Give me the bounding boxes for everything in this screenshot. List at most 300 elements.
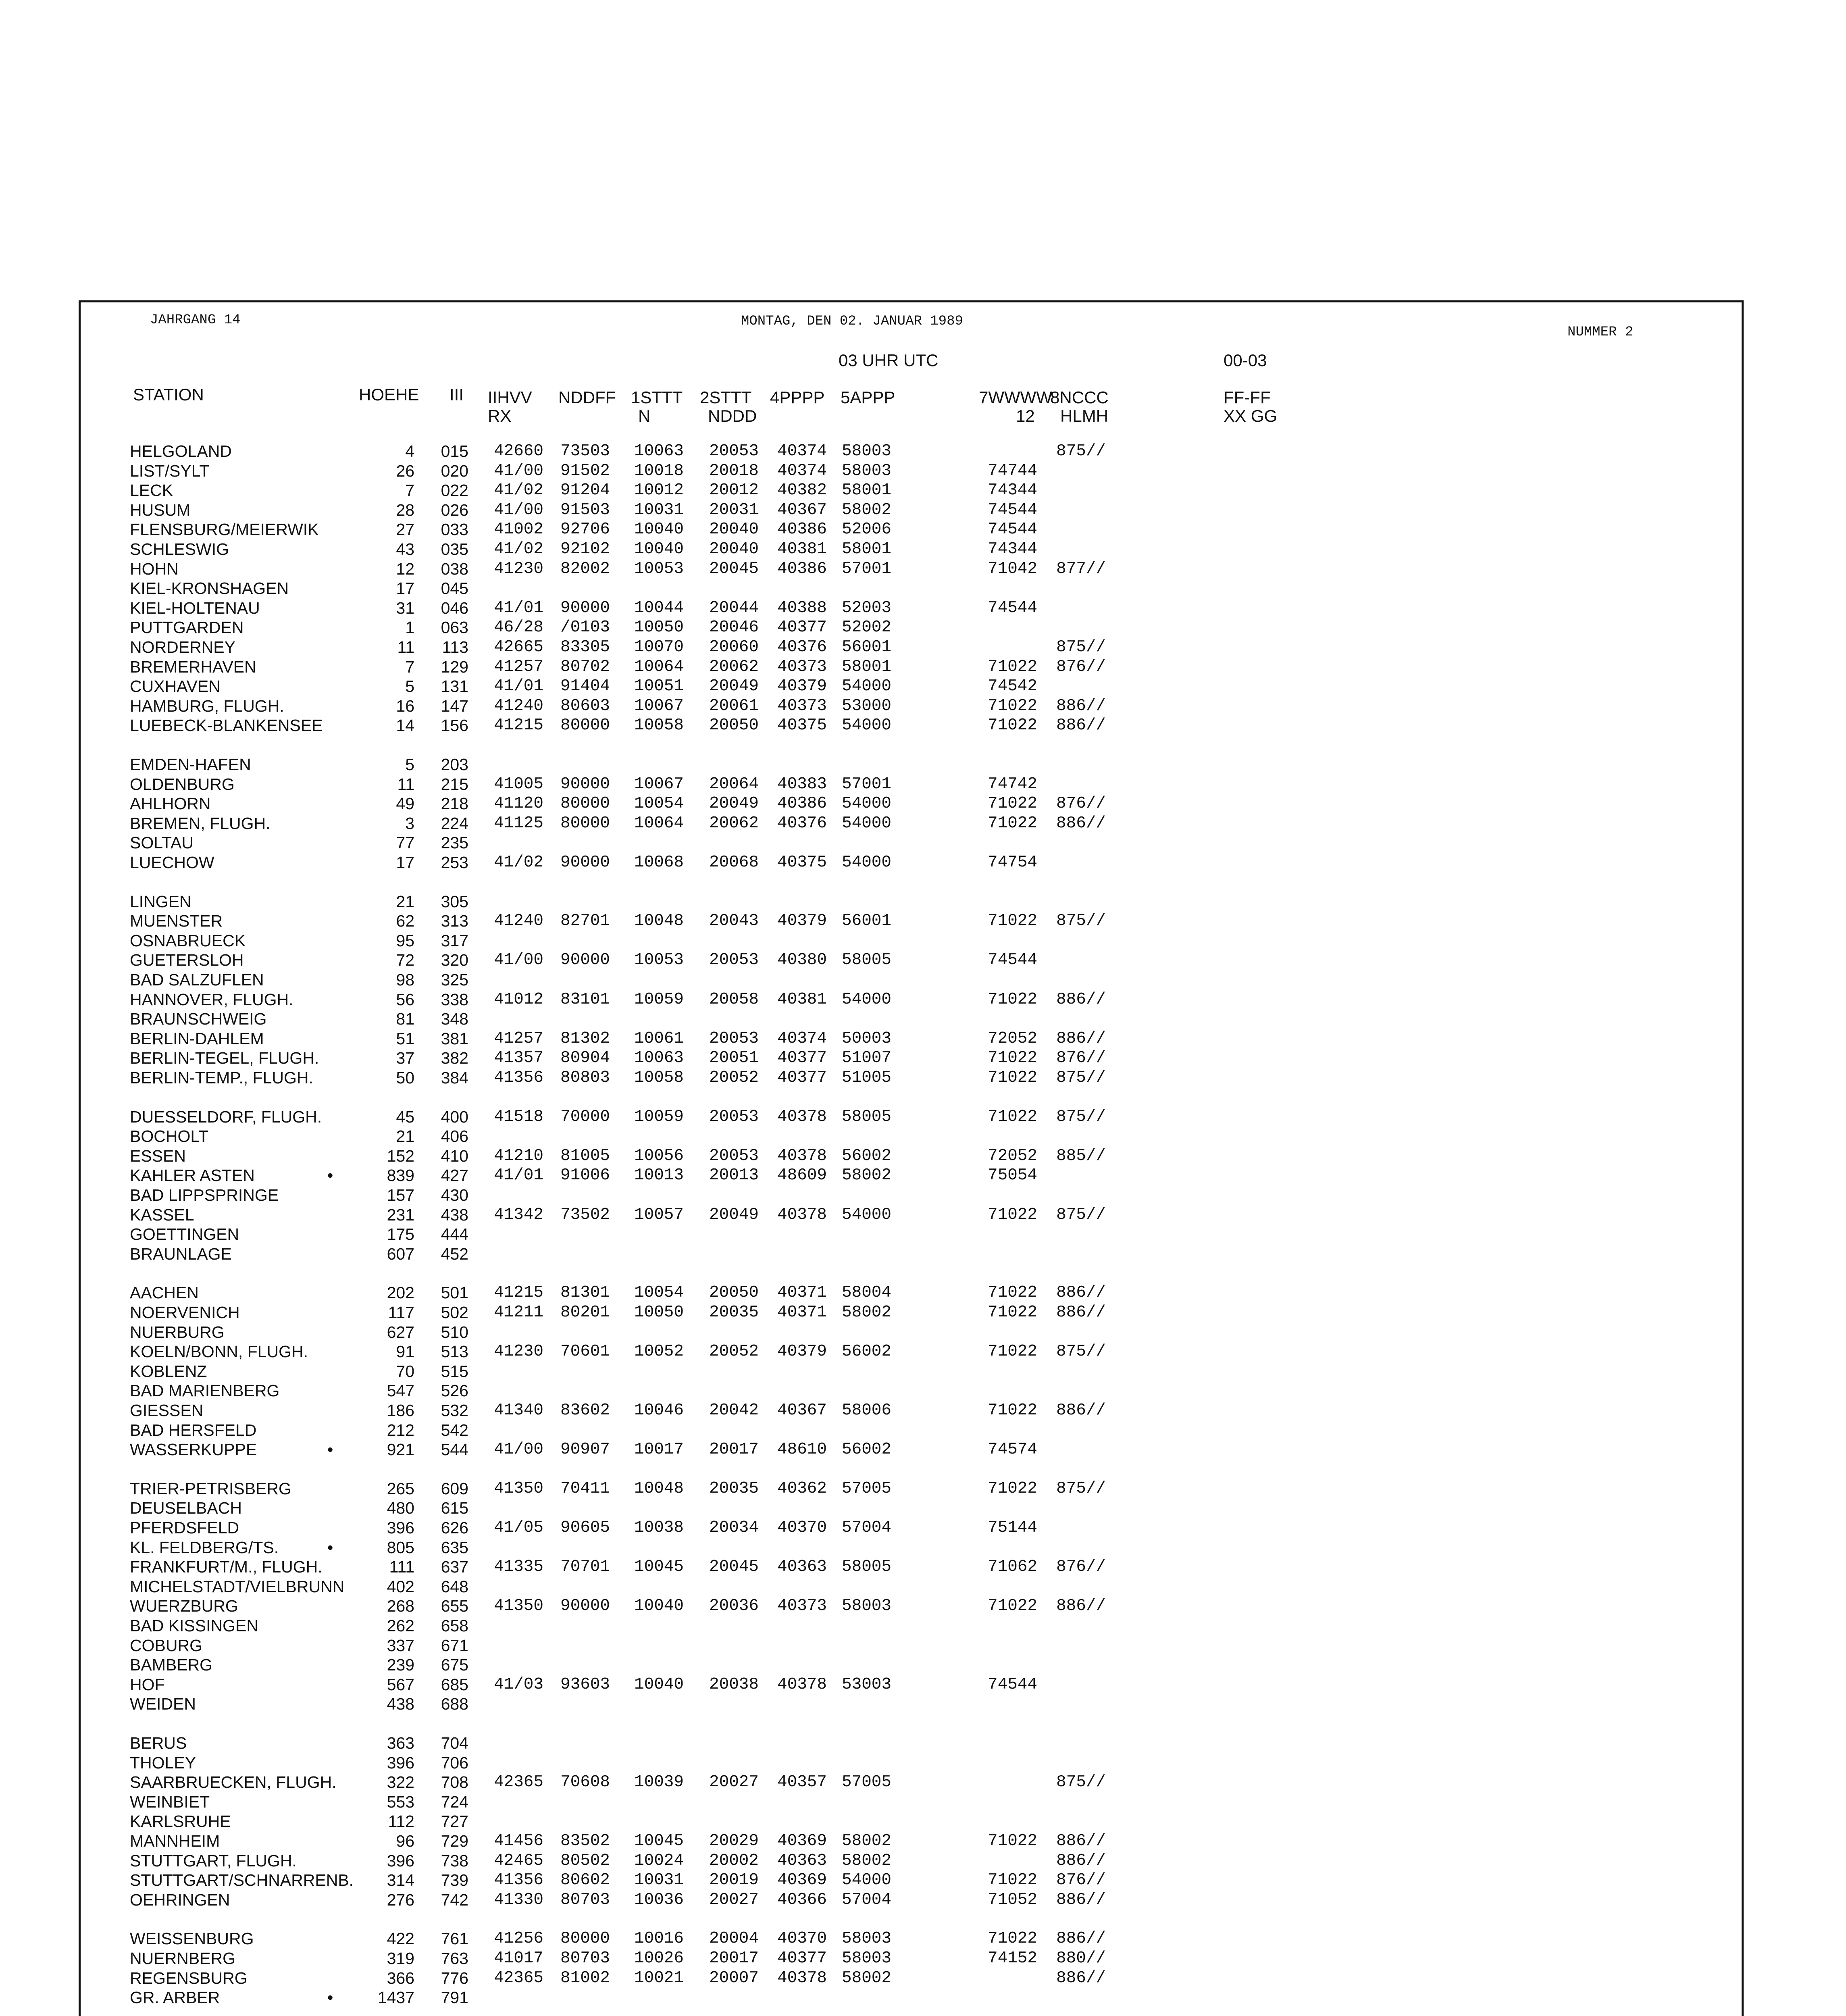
col-g1: IIHVV (488, 388, 532, 407)
group-3: 10045 (634, 1558, 684, 1576)
station-name: AHLHORN (130, 794, 211, 813)
station-height: 212 (387, 1421, 414, 1439)
station-index: 035 (441, 540, 468, 558)
station-row (0, 1283, 1846, 1302)
station-height: 45 (396, 1108, 414, 1126)
group-2: 83305 (560, 638, 610, 656)
group-1: 42465 (494, 1851, 544, 1870)
group-5: 40357 (777, 1773, 827, 1791)
group-3: 10063 (634, 442, 684, 460)
group-7: 71022 (988, 1832, 1038, 1850)
station-name: OSNABRUECK (130, 931, 246, 950)
station-height: 7 (405, 658, 414, 676)
station-height: 265 (387, 1479, 414, 1498)
group-5: 40370 (777, 1929, 827, 1948)
col-g7: 7WWWW (979, 388, 1052, 407)
station-name: LINGEN (130, 892, 191, 911)
station-index: 626 (441, 1518, 468, 1537)
station-name: SAARBRUECKEN, FLUGH. (130, 1773, 337, 1791)
group-3: 10048 (634, 912, 684, 930)
group-8: 885// (1056, 1147, 1106, 1165)
group-1: 41/00 (494, 462, 544, 480)
station-row (0, 1048, 1846, 1068)
station-height: 17 (396, 579, 414, 598)
group-1: 41257 (494, 1029, 544, 1048)
group-2: 80000 (560, 1929, 610, 1948)
group-1: 41215 (494, 716, 544, 735)
group-7: 71022 (988, 1479, 1038, 1498)
station-height: 231 (387, 1206, 414, 1224)
group-2: 91502 (560, 462, 610, 480)
station-name: WEISSENBURG (130, 1929, 254, 1948)
group-3: 10045 (634, 1832, 684, 1850)
group-6: 58002 (842, 1303, 892, 1322)
group-5: 40378 (777, 1206, 827, 1224)
group-5: 40371 (777, 1303, 827, 1322)
station-height: 98 (396, 971, 414, 989)
group-3: 10031 (634, 501, 684, 519)
station-row (0, 1851, 1846, 1870)
group-5: 40375 (777, 853, 827, 872)
group-6: 57005 (842, 1479, 892, 1498)
station-height: 276 (387, 1891, 414, 1909)
station-height: 627 (387, 1323, 414, 1341)
station-row (0, 539, 1846, 559)
station-index: 444 (441, 1225, 468, 1243)
group-5: 40370 (777, 1518, 827, 1537)
station-row (0, 716, 1846, 735)
group-4: 20038 (709, 1675, 759, 1694)
group-8: 886// (1056, 1891, 1106, 1909)
station-height: 16 (396, 697, 414, 715)
station-name: NUERNBERG (130, 1949, 235, 1968)
station-height: 51 (396, 1029, 414, 1048)
group-5: 40386 (777, 794, 827, 813)
station-name: KAHLER ASTEN (130, 1166, 255, 1185)
station-row (0, 1146, 1846, 1166)
group-3: 10040 (634, 520, 684, 539)
group-5: 40386 (777, 520, 827, 539)
station-height: 72 (396, 951, 414, 969)
group-2: 91204 (560, 481, 610, 500)
group-8: 876// (1056, 658, 1106, 676)
group-5: 40369 (777, 1871, 827, 1889)
group-3: 10067 (634, 775, 684, 793)
group-6: 54000 (842, 814, 892, 833)
group-4: 20064 (709, 775, 759, 793)
group-1: 41230 (494, 560, 544, 578)
group-2: 70608 (560, 1773, 610, 1791)
station-height: 268 (387, 1597, 414, 1615)
station-index: 218 (441, 794, 468, 813)
group-7: 71022 (988, 1108, 1038, 1126)
station-index: 724 (441, 1793, 468, 1811)
station-row (0, 794, 1846, 813)
station-height: 314 (387, 1871, 414, 1889)
group-3: 10021 (634, 1969, 684, 1987)
group-8: 886// (1056, 1303, 1106, 1322)
group-7: 74544 (988, 951, 1038, 969)
station-height: 239 (387, 1656, 414, 1674)
station-row (0, 1029, 1846, 1048)
group-2: 80703 (560, 1949, 610, 1968)
group-8: 875// (1056, 912, 1106, 930)
station-row (0, 1362, 1846, 1381)
group-4: 20043 (709, 912, 759, 930)
group-1: 41125 (494, 814, 544, 833)
group-1: 41350 (494, 1597, 544, 1615)
group-6: 52003 (842, 599, 892, 617)
station-row (0, 970, 1846, 989)
station-height: 5 (405, 677, 414, 696)
group-4: 20058 (709, 990, 759, 1009)
station-index: 742 (441, 1891, 468, 1909)
group-1: 41340 (494, 1401, 544, 1420)
group-3: 10040 (634, 1675, 684, 1694)
station-row (0, 1518, 1846, 1537)
station-row (0, 1733, 1846, 1753)
group-4: 20040 (709, 520, 759, 539)
station-height: 366 (387, 1969, 414, 1987)
group-1: 41256 (494, 1929, 544, 1948)
station-index: 320 (441, 951, 468, 969)
station-row (0, 1342, 1846, 1361)
station-row (0, 1185, 1846, 1205)
station-index: 235 (441, 833, 468, 852)
station-height: 14 (396, 716, 414, 735)
group-3: 10012 (634, 481, 684, 500)
group-3: 10067 (634, 697, 684, 715)
station-row (0, 1322, 1846, 1342)
station-height: 1 (405, 618, 414, 637)
station-name: KASSEL (130, 1206, 194, 1224)
group-2: 91404 (560, 677, 610, 696)
station-row (0, 1792, 1846, 1812)
col-g5: 4PPPP (770, 388, 825, 407)
station-index: 438 (441, 1206, 468, 1224)
group-2: 83101 (560, 990, 610, 1009)
station-index: 406 (441, 1127, 468, 1145)
group-4: 20040 (709, 540, 759, 558)
group-2: 70701 (560, 1558, 610, 1576)
station-index: 763 (441, 1949, 468, 1968)
group-1: 41257 (494, 658, 544, 676)
group-8: 886// (1056, 990, 1106, 1009)
group-7: 71022 (988, 658, 1038, 676)
station-height: 56 (396, 990, 414, 1009)
group-3: 10050 (634, 618, 684, 637)
station-index: 615 (441, 1499, 468, 1517)
group-2: 83602 (560, 1401, 610, 1420)
group-7: 71062 (988, 1558, 1038, 1576)
group-7: 71022 (988, 1401, 1038, 1420)
group-5: 48610 (777, 1440, 827, 1459)
group-3: 10053 (634, 951, 684, 969)
group-3: 10040 (634, 1597, 684, 1615)
station-index: 544 (441, 1440, 468, 1459)
group-4: 20017 (709, 1440, 759, 1459)
group-4: 20004 (709, 1929, 759, 1948)
group-3: 10061 (634, 1029, 684, 1048)
station-name: HOF (130, 1675, 165, 1694)
group-7: 75054 (988, 1166, 1038, 1185)
group-4: 20053 (709, 1147, 759, 1165)
group-5: 40388 (777, 599, 827, 617)
group-2: 83502 (560, 1832, 610, 1850)
col-station: STATION (133, 385, 204, 404)
station-index: 129 (441, 658, 468, 676)
group-8: 875// (1056, 1479, 1106, 1498)
group-5: 40373 (777, 658, 827, 676)
group-4: 20046 (709, 618, 759, 637)
station-row (0, 637, 1846, 657)
station-row (0, 1890, 1846, 1910)
group-4: 20053 (709, 951, 759, 969)
group-7: 74544 (988, 599, 1038, 617)
group-2: /0103 (560, 618, 610, 637)
station-height: 547 (387, 1381, 414, 1400)
group-6: 58002 (842, 501, 892, 519)
station-row (0, 1440, 1846, 1459)
station-row (0, 1401, 1846, 1420)
group-2: 90000 (560, 1597, 610, 1615)
group-7: 71022 (988, 1049, 1038, 1067)
station-height: 319 (387, 1949, 414, 1968)
group-5: 40367 (777, 501, 827, 519)
group-2: 81005 (560, 1147, 610, 1165)
group-4: 20002 (709, 1851, 759, 1870)
group-5: 40375 (777, 716, 827, 735)
group-3: 10052 (634, 1342, 684, 1361)
station-height: 50 (396, 1068, 414, 1087)
group-1: 42365 (494, 1969, 544, 1987)
group-1: 41/02 (494, 540, 544, 558)
group-1: 41/01 (494, 599, 544, 617)
group-4: 20044 (709, 599, 759, 617)
col-g2: NDDFF (558, 388, 616, 407)
group-7: 74744 (988, 462, 1038, 480)
group-6: 58001 (842, 481, 892, 500)
group-4: 20062 (709, 814, 759, 833)
group-2: 73503 (560, 442, 610, 460)
group-7: 71022 (988, 1597, 1038, 1615)
station-row (0, 1616, 1846, 1635)
station-row (0, 696, 1846, 716)
group-3: 10064 (634, 658, 684, 676)
group-4: 20049 (709, 1206, 759, 1224)
station-index: 515 (441, 1362, 468, 1381)
station-height: 21 (396, 1127, 414, 1145)
station-index: 532 (441, 1401, 468, 1420)
group-3: 10058 (634, 716, 684, 735)
station-height: 402 (387, 1577, 414, 1596)
station-row (0, 579, 1846, 598)
station-row (0, 1675, 1846, 1694)
group-6: 58005 (842, 1108, 892, 1126)
group-7: 74344 (988, 481, 1038, 500)
group-2: 93603 (560, 1675, 610, 1694)
station-row (0, 814, 1846, 833)
group-4: 20050 (709, 1283, 759, 1302)
col-g9-sub: XX GG (1224, 406, 1278, 425)
station-row (0, 1479, 1846, 1498)
group-7: 71022 (988, 1929, 1038, 1948)
station-name: FRANKFURT/M., FLUGH. (130, 1558, 323, 1576)
group-1: 42365 (494, 1773, 544, 1791)
station-name: BERLIN-TEMP., FLUGH. (130, 1068, 313, 1087)
group-4: 20052 (709, 1068, 759, 1087)
station-height: 805 (387, 1538, 414, 1557)
group-7: 71022 (988, 1871, 1038, 1889)
station-name: BAD SALZUFLEN (130, 971, 264, 989)
group-8: 876// (1056, 1049, 1106, 1067)
group-1: 41/00 (494, 1440, 544, 1459)
station-name: BAD KISSINGEN (130, 1616, 258, 1635)
group-2: 80000 (560, 794, 610, 813)
station-name: SOLTAU (130, 833, 194, 852)
station-index: 513 (441, 1342, 468, 1361)
station-row (0, 500, 1846, 520)
group-8: 886// (1056, 1401, 1106, 1420)
group-8: 886// (1056, 1597, 1106, 1615)
group-4: 20053 (709, 1108, 759, 1126)
group-2: 91006 (560, 1166, 610, 1185)
station-name: THOLEY (130, 1754, 196, 1772)
group-3: 10059 (634, 1108, 684, 1126)
group-6: 51005 (842, 1068, 892, 1087)
group-7: 74574 (988, 1440, 1038, 1459)
col-iii: III (450, 385, 464, 404)
station-height: 262 (387, 1616, 414, 1635)
station-index: 131 (441, 677, 468, 696)
station-name: HAMBURG, FLUGH. (130, 697, 284, 715)
station-index: 046 (441, 599, 468, 617)
group-5: 40378 (777, 1147, 827, 1165)
group-5: 40374 (777, 442, 827, 460)
station-row (0, 1968, 1846, 1988)
group-2: 90000 (560, 775, 610, 793)
group-5: 40377 (777, 1068, 827, 1087)
station-height: 11 (397, 775, 414, 793)
station-index: 776 (441, 1969, 468, 1987)
group-6: 58001 (842, 540, 892, 558)
station-index: 224 (441, 814, 468, 833)
group-2: 70000 (560, 1108, 610, 1126)
station-row (0, 755, 1846, 774)
group-1: 41/01 (494, 677, 544, 696)
group-4: 20068 (709, 853, 759, 872)
group-7: 74544 (988, 501, 1038, 519)
group-2: 73502 (560, 1206, 610, 1224)
station-name: BAMBERG (130, 1656, 213, 1674)
station-name: HUSUM (130, 501, 191, 519)
group-5: 40383 (777, 775, 827, 793)
group-2: 90000 (560, 853, 610, 872)
group-6: 58002 (842, 1832, 892, 1850)
group-2: 90605 (560, 1518, 610, 1537)
group-2: 90000 (560, 599, 610, 617)
station-index: 381 (441, 1029, 468, 1048)
group-6: 56002 (842, 1440, 892, 1459)
station-row (0, 1166, 1846, 1185)
date-label: MONTAG, DEN 02. JANUAR 1989 (741, 314, 963, 329)
group-2: 80803 (560, 1068, 610, 1087)
group-1: 41356 (494, 1068, 544, 1087)
group-3: 10050 (634, 1303, 684, 1322)
station-height: 157 (387, 1186, 414, 1204)
group-8: 886// (1056, 697, 1106, 715)
time-range: 00-03 (1224, 351, 1267, 370)
group-3: 10031 (634, 1871, 684, 1889)
station-index: 203 (441, 755, 468, 774)
group-4: 20049 (709, 677, 759, 696)
station-row (0, 677, 1846, 696)
station-row (0, 892, 1846, 911)
station-index: 542 (441, 1421, 468, 1439)
station-height: 839 (387, 1166, 414, 1185)
group-3: 10064 (634, 814, 684, 833)
group-6: 53000 (842, 697, 892, 715)
group-5: 40367 (777, 1401, 827, 1420)
station-height: 4 (405, 442, 414, 460)
station-name: REGENSBURG (130, 1969, 248, 1987)
group-4: 20042 (709, 1401, 759, 1420)
group-8: 886// (1056, 1851, 1106, 1870)
group-1: 41240 (494, 912, 544, 930)
station-index: 658 (441, 1616, 468, 1635)
station-row (0, 1009, 1846, 1029)
group-6: 58001 (842, 658, 892, 676)
station-name: COBURG (130, 1636, 202, 1655)
group-4: 20060 (709, 638, 759, 656)
station-index: 502 (441, 1303, 468, 1322)
station-name: WEINBIET (130, 1793, 210, 1811)
group-3: 10059 (634, 990, 684, 1009)
station-index: 038 (441, 560, 468, 578)
station-row (0, 1831, 1846, 1851)
group-2: 80702 (560, 658, 610, 676)
group-7: 74152 (988, 1949, 1038, 1968)
station-height: 49 (396, 794, 414, 813)
group-2: 82002 (560, 560, 610, 578)
station-height: 921 (387, 1440, 414, 1459)
group-2: 80000 (560, 814, 610, 833)
group-6: 54000 (842, 677, 892, 696)
group-1: 41456 (494, 1832, 544, 1850)
station-name: GR. ARBER (130, 1988, 220, 2007)
station-height: 96 (396, 1832, 414, 1850)
group-3: 10040 (634, 540, 684, 558)
group-8: 875// (1056, 1068, 1106, 1087)
group-5: 40386 (777, 560, 827, 578)
station-row (0, 1498, 1846, 1518)
issue-number: NUMMER 2 (1567, 325, 1634, 340)
station-name: LUEBECK-BLANKENSEE (130, 716, 323, 735)
group-6: 54000 (842, 1206, 892, 1224)
station-height: 175 (387, 1225, 414, 1243)
mountain-marker: • (327, 1538, 333, 1557)
group-7: 72052 (988, 1029, 1038, 1048)
station-index: 675 (441, 1656, 468, 1674)
station-height: 202 (387, 1283, 414, 1302)
group-7: 74344 (988, 540, 1038, 558)
group-1: 41518 (494, 1108, 544, 1126)
group-8: 886// (1056, 1969, 1106, 1987)
station-row (0, 1577, 1846, 1596)
station-index: 384 (441, 1068, 468, 1087)
station-index: 648 (441, 1577, 468, 1596)
group-5: 40378 (777, 1969, 827, 1987)
